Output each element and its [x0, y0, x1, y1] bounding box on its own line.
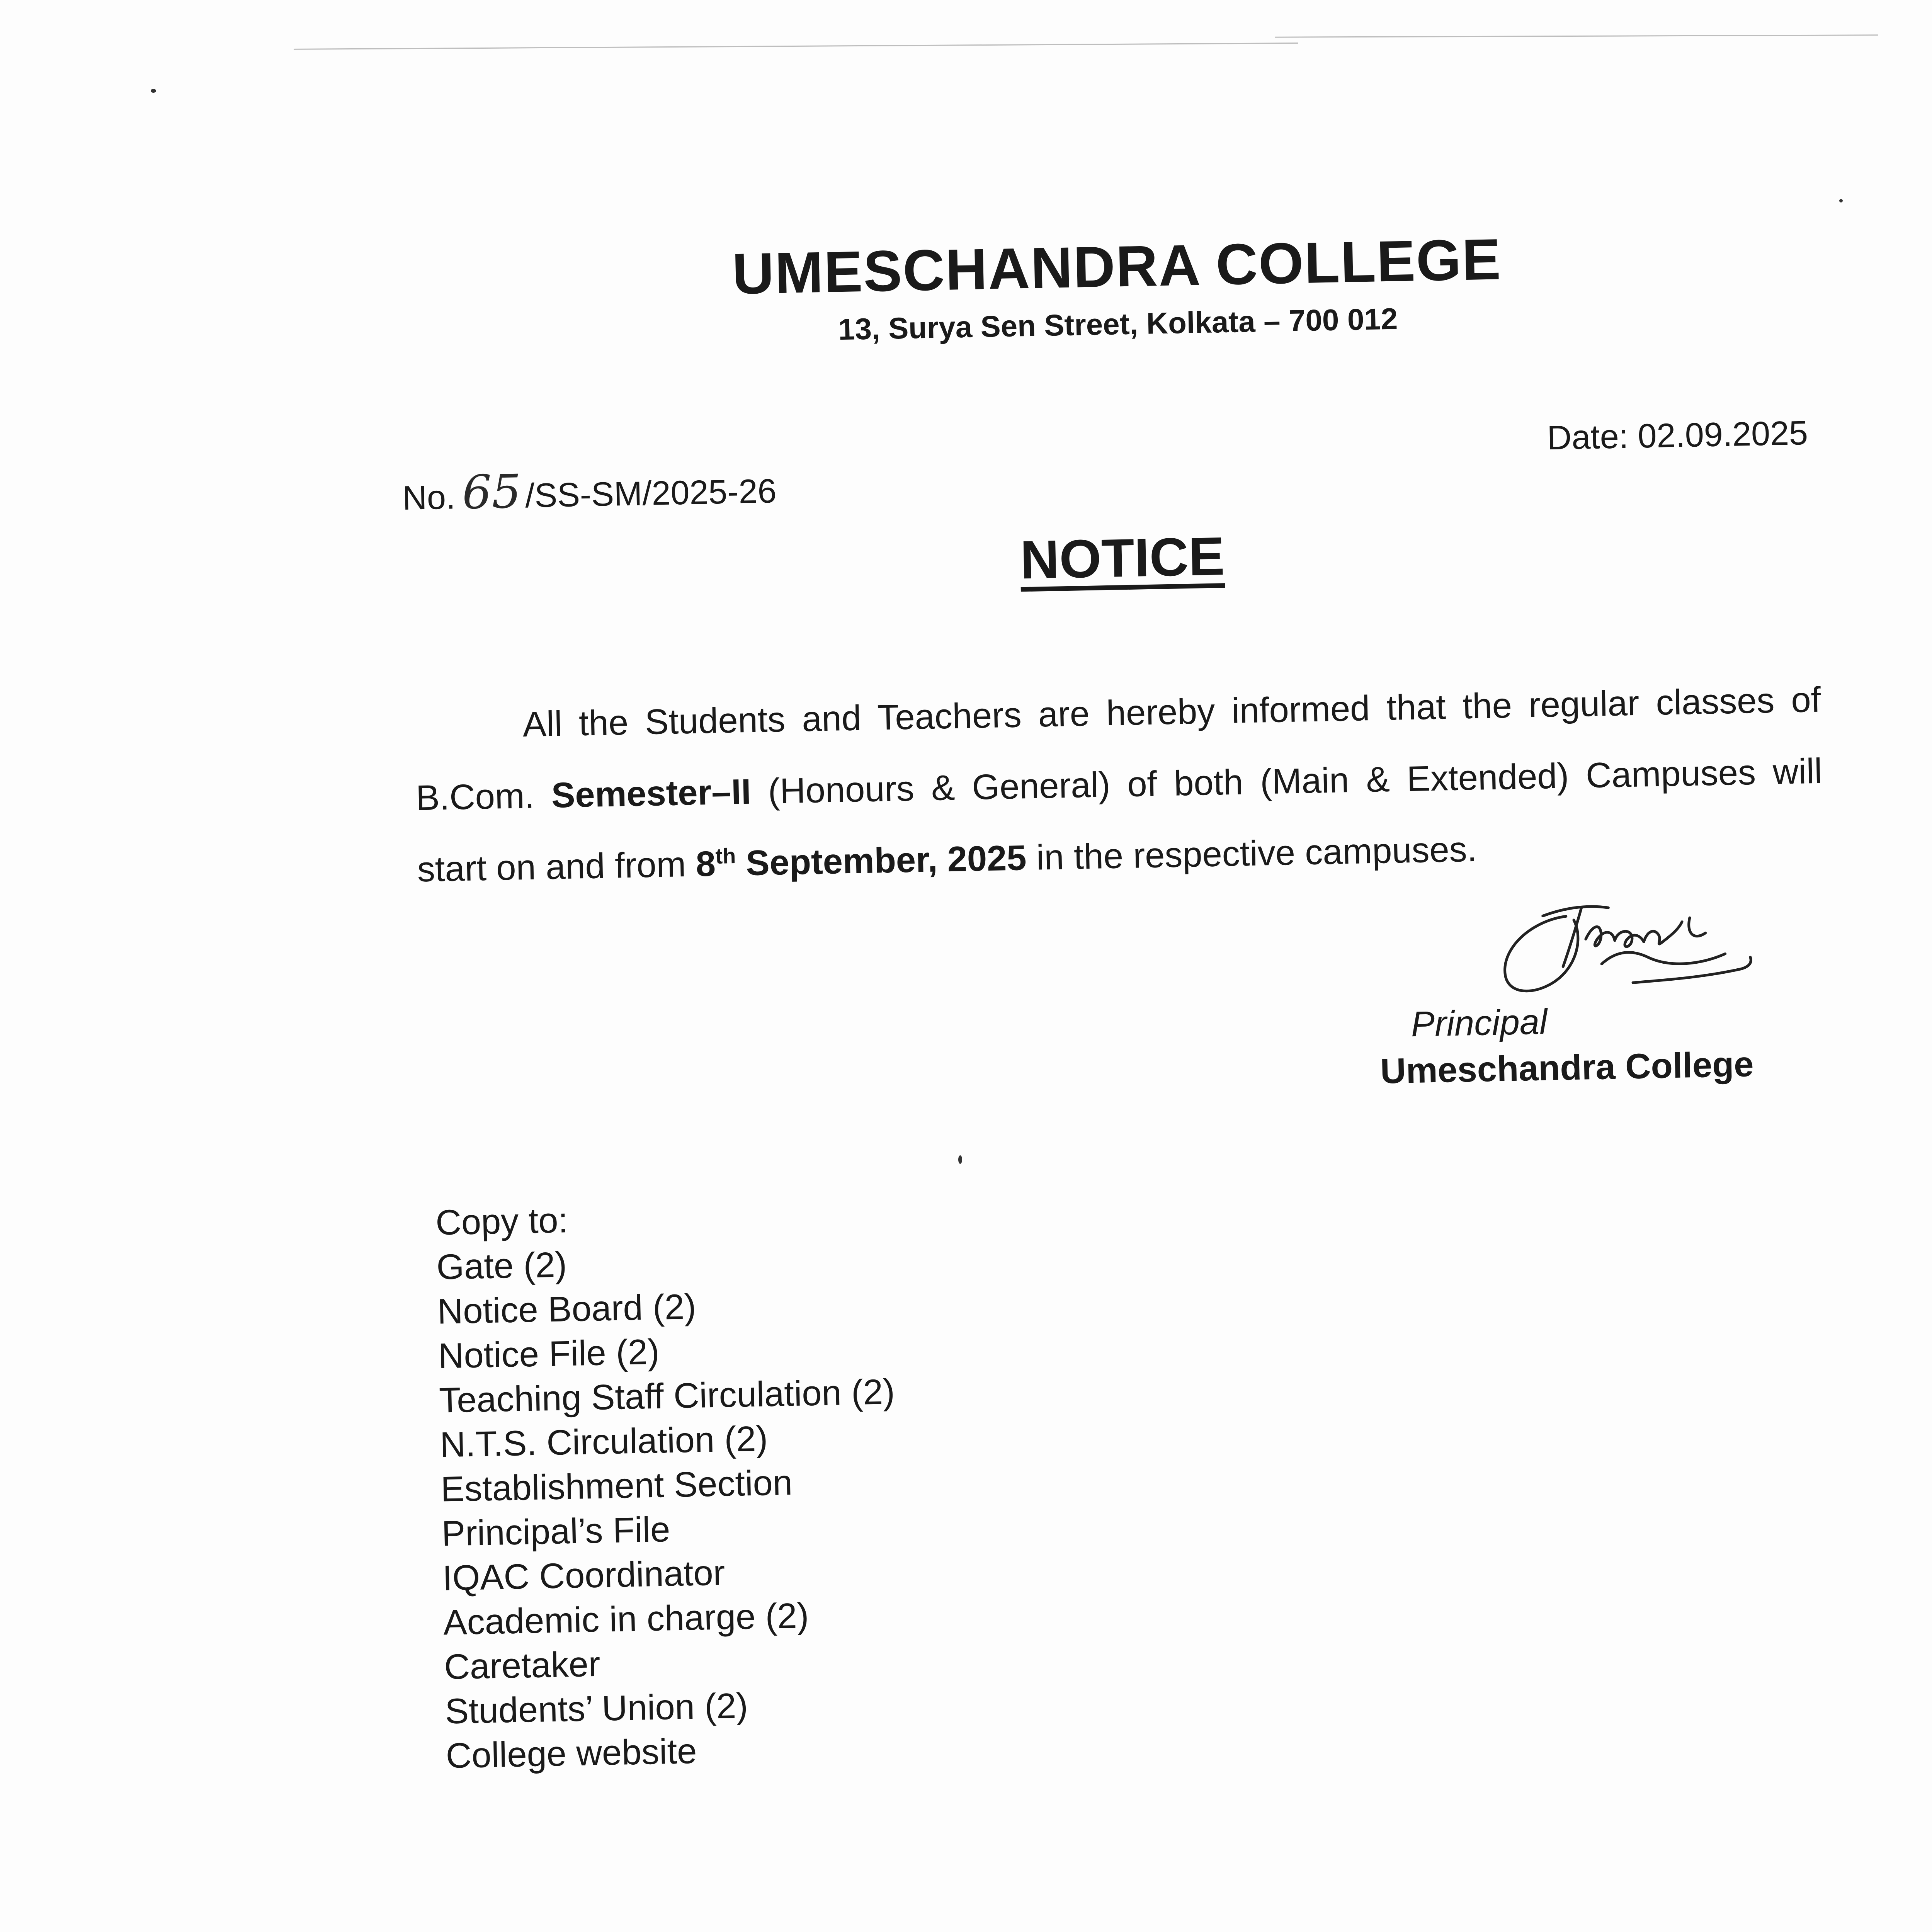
- body-part-2: (Honours & General) of both (Main & Extended) Campuses will start on and from: [417, 751, 1823, 889]
- list-item: IQAC Coordinator: [442, 1553, 726, 1598]
- reference-number: [402, 460, 777, 521]
- list-item: Principal’s File: [441, 1510, 671, 1554]
- body-part-3: in the respective campuses.: [1026, 829, 1478, 878]
- college-name: UMESCHANDRA COLLEGE: [731, 226, 1502, 306]
- list-item: Notice File (2): [438, 1332, 660, 1376]
- body-day: 8: [695, 844, 716, 884]
- list-item: Gate (2): [436, 1245, 568, 1287]
- notice-paragraph: [414, 664, 1824, 906]
- body-date-rest: September, 2025: [735, 838, 1027, 883]
- list-item: Notice Board (2): [437, 1287, 697, 1332]
- body-day-suffix: th: [715, 843, 736, 868]
- list-item: Establishment Section: [440, 1463, 793, 1509]
- notice-heading: [388, 513, 1857, 604]
- signatory-organization: Umeschandra College: [1380, 1044, 1754, 1091]
- notice-body: [414, 664, 1824, 906]
- body-semester: Semester–II: [551, 772, 752, 815]
- list-item: Academic in charge (2): [443, 1596, 810, 1643]
- list-item: Caretaker: [444, 1644, 601, 1687]
- copy-to-list: [436, 1236, 902, 1778]
- notice-heading-text: NOTICE: [1019, 526, 1225, 590]
- body-part-1: All the Students and Teachers are hereby informed that the regular classes of B.Com.: [415, 680, 1821, 818]
- signatory-title: Principal: [1410, 1002, 1548, 1044]
- reference-prefix: No.: [402, 478, 456, 517]
- list-item: Students’ Union (2): [444, 1686, 748, 1731]
- list-item: Teaching Staff Circulation (2): [439, 1372, 895, 1420]
- copy-to-label: Copy to:: [435, 1201, 568, 1243]
- handwritten-reference-number: 65: [461, 465, 522, 520]
- body-start-date: [696, 838, 1027, 884]
- reference-suffix: /SS-SM/2025-26: [525, 471, 777, 515]
- principal-signature: [1485, 889, 1781, 1011]
- list-item: College website: [445, 1731, 697, 1776]
- notice-date: Date: 02.09.2025: [1546, 413, 1808, 457]
- college-address: 13, Surya Sen Street, Kolkata – 700 012: [838, 301, 1398, 347]
- copy-to-section: [435, 1192, 902, 1778]
- list-item: N.T.S. Circulation (2): [439, 1419, 768, 1465]
